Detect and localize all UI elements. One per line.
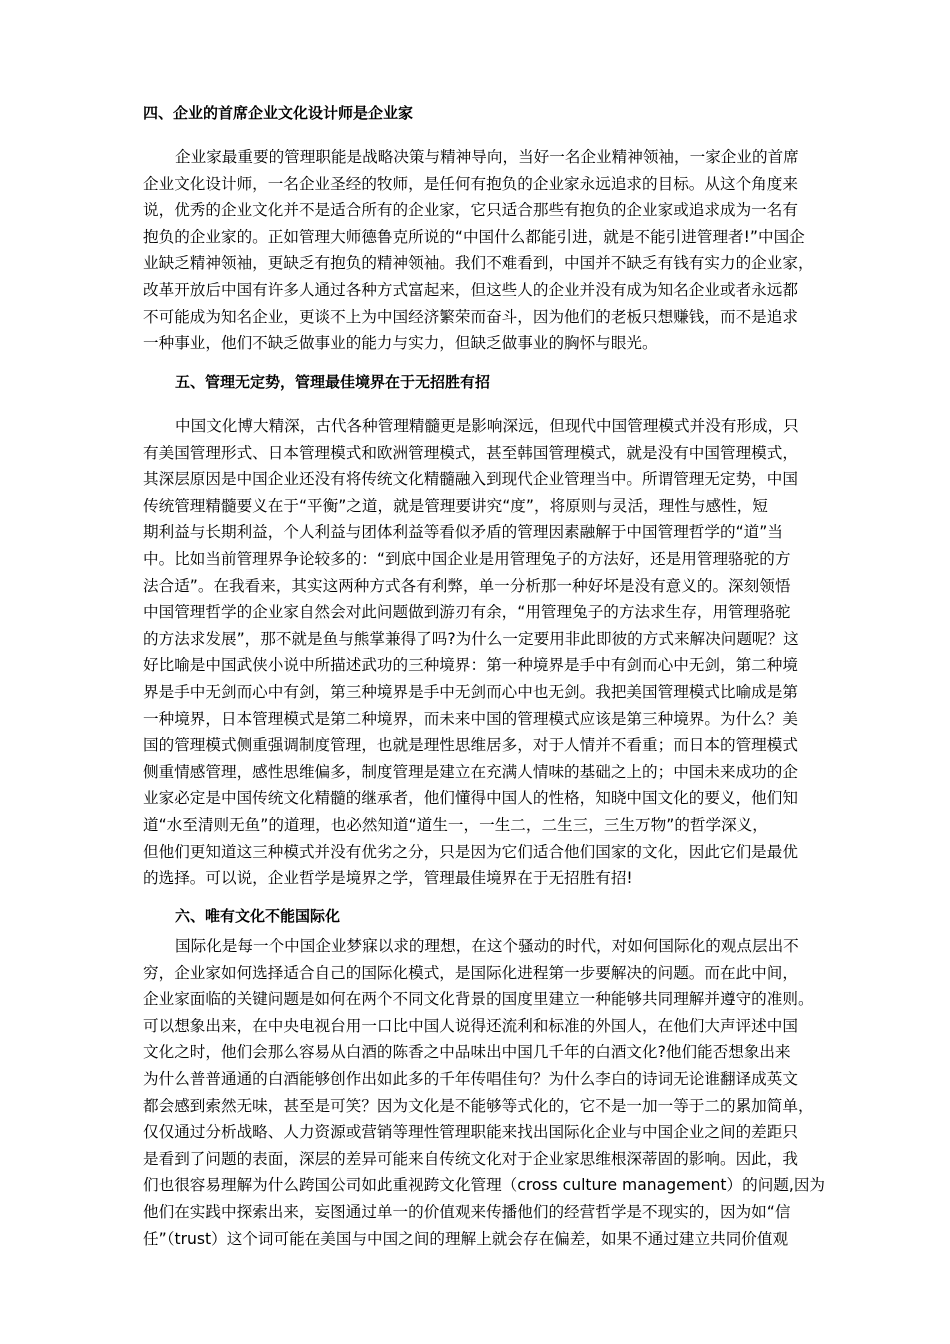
paragraph-line: 中。比如当前管理界争论较多的：“到底中国企业是用管理兔子的方法好，还是用管理骆驼的方 [143,549,791,568]
section-6 [143,906,859,926]
section-heading: 五、管理无定势，管理最佳境界在于无招胜有招 [175,373,491,391]
paragraph-line: 道“水至清则无鱼”的道理，也必然知道“道生一，一生二，二生三，三生万物”的哲学深义， [143,815,768,834]
paragraph-line: 的选择。可以说，企业哲学是境界之学，管理最佳境界在于无招胜有招! [143,869,633,888]
paragraph-line: 不可能成为知名企业，更谈不上为中国经济繁荣而奋斗，因为他们的老板只想赚钱，而不是追求 [143,307,798,326]
section-4-body [143,144,859,357]
paragraph-line: 改革开放后中国有许多人通过各种方式富起来，但这些人的企业并没有成为知名企业或者永远都 [143,280,798,299]
paragraph-line: 好比喻是中国武侠小说中所描述武功的三种境界：第一种境界是手中有剑而心中无剑，第二种境 [143,656,798,675]
paragraph-line: 可以想象出来，在中央电视台用一口比中国人说得还流利和标准的外国人，在他们大声评述中国 [143,1016,798,1035]
paragraph-line: 期利益与长期利益，个人利益与团体利益等看似矛盾的管理因素融解于中国管理哲学的“道”当 [143,523,783,542]
section-5 [143,372,859,392]
paragraph-line: 说，优秀的企业文化并不是适合所有的企业家，它只适合那些有抱负的企业家或追求成为一名有 [143,201,798,220]
paragraph-line: 都会感到索然无味，甚至是可笑？因为文化是不能够等式化的，它不是一加一等于二的累加简单， [143,1096,814,1115]
paragraph-line: 国际化是每一个中国企业梦寐以求的理想，在这个骚动的时代，对如何国际化的观点层出不 [175,937,799,955]
paragraph-line: 企业文化设计师，一名企业圣经的牧师，是任何有抱负的企业家永远追求的目标。从这个角度来 [143,174,798,193]
paragraph-line: 抱负的企业家的。正如管理大师德鲁克所说的“中国什么都能引进，就是不能引进管理者!”中国企 [143,227,805,246]
paragraph-line: 其深层原因是中国企业还没有将传统文化精髓融入到现代企业管理当中。所谓管理无定势，中国 [143,470,798,489]
paragraph-line: 文化之时，他们会那么容易从白酒的陈香之中品味出中国几千年的白酒文化?他们能否想象出来 [143,1043,791,1062]
paragraph-line: 企业家面临的关键问题是如何在两个不同文化背景的国度里建立一种能够共同理解并遵守的准则。 [143,990,814,1009]
paragraph-line: 是看到了问题的表面，深层的差异可能来自传统文化对于企业家思维根深蒂固的影响。因此，我 [143,1149,798,1168]
section-4 [143,103,859,123]
paragraph-line: 国的管理模式侧重强调制度管理，也就是理性思维居多，对于人情并不看重；而日本的管理模式 [143,736,798,755]
section-5-body [143,413,859,892]
paragraph-line: 穷，企业家如何选择适合自己的国际化模式，是国际化进程第一步要解决的问题。而在此中间， [143,963,798,982]
paragraph-line: 业家必定是中国传统文化精髓的继承者，他们懂得中国人的性格，知晓中国文化的要义，他们知 [143,789,798,808]
paragraph-line: 业缺乏精神领袖，更缺乏有抱负的精神领袖。我们不难看到，中国并不缺乏有钱有实力的企业家， [143,254,814,273]
paragraph-line: 任”（trust）这个词可能在美国与中国之间的理解上就会存在偏差，如果不通过建立共同价值观 [143,1229,789,1248]
paragraph-line: 的方法求发展”，那不就是鱼与熊掌兼得了吗?为什么一定要用非此即彼的方式来解决问题呢？这 [143,629,799,648]
paragraph-line: 一种事业，他们不缺乏做事业的能力与实力，但缺乏做事业的胸怀与眼光。 [143,334,658,353]
section-6-body [143,933,859,1252]
paragraph-line: 他们在实践中探索出来，妄图通过单一的价值观来传播他们的经营哲学是不现实的，因为如“信 [143,1202,791,1221]
paragraph-line: 一种境界，日本管理模式是第二种境界，而未来中国的管理模式应该是第三种境界。为什么？美 [143,709,798,728]
paragraph-line: 企业家最重要的管理职能是战略决策与精神导向，当好一名企业精神领袖，一家企业的首席 [175,148,799,166]
paragraph-line: 但他们更知道这三种模式并没有优劣之分，只是因为它们适合他们国家的文化，因此它们是最优 [143,842,798,861]
paragraph-line: 为什么普普通通的白酒能够创作出如此多的千年传唱佳句？为什么李白的诗词无论谁翻译成英文 [143,1069,798,1088]
paragraph-line: 侧重情感管理，感性思维偏多，制度管理是建立在充满人情味的基础之上的；中国未来成功的企 [143,762,798,781]
paragraph-line: 们也很容易理解为什么跨国公司如此重视跨文化管理（cross culture management）的问题,因为 [143,1176,826,1195]
paragraph-line: 中国管理哲学的企业家自然会对此问题做到游刃有余，“用管理兔子的方法求生存，用管理骆驼 [143,603,791,622]
section-heading: 六、唯有文化不能国际化 [175,907,341,925]
paragraph-line: 仅仅通过分析战略、人力资源或营销等理性管理职能来找出国际化企业与中国企业之间的差距只 [143,1123,798,1142]
paragraph-line: 有美国管理形式、日本管理模式和欧洲管理模式，甚至韩国管理模式，就是没有中国管理模式， [143,443,798,462]
paragraph-line: 法合适”。在我看来，其实这两种方式各有利弊，单一分析那一种好坏是没有意义的。深刻领悟 [143,576,791,595]
section-heading: 四、企业的首席企业文化设计师是企业家 [143,104,414,122]
paragraph-line: 传统管理精髓要义在于“平衡”之道，就是管理要讲究“度”，将原则与灵活，理性与感性，短 [143,496,768,515]
paragraph-line: 界是手中无剑而心中有剑，第三种境界是手中无剑而心中也无剑。我把美国管理模式比喻成是第 [143,682,798,701]
paragraph-line: 中国文化博大精深，古代各种管理精髓更是影响深远，但现代中国管理模式并没有形成，只 [175,417,799,435]
